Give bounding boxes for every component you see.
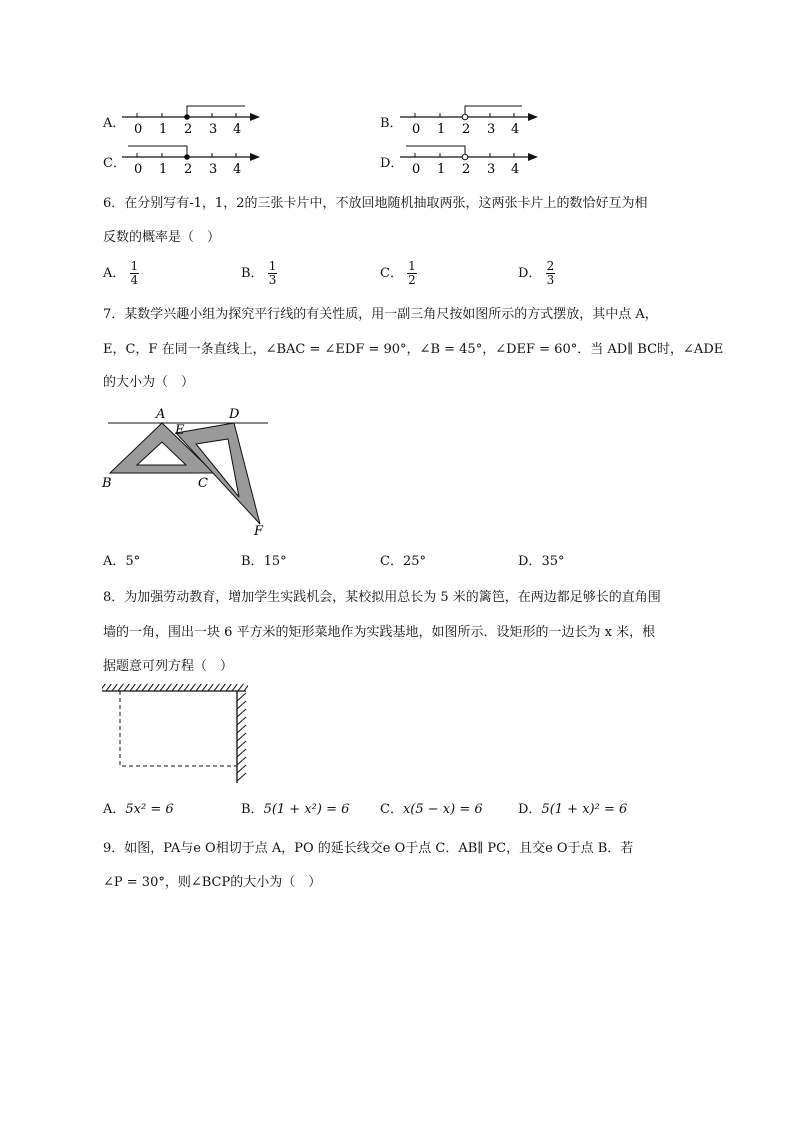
tick-label: 1	[437, 122, 446, 137]
option-label: C．	[380, 266, 403, 281]
q8-stem-line3: 据题意可列方程（ ）	[103, 659, 234, 674]
q8-stem-line2: 墙的一角，围出一块 6 平方米的矩形菜地作为实践基地，如图所示．设矩形的一边长为 x 米，根	[103, 625, 656, 640]
fence-dashed	[120, 691, 237, 766]
q8-stem-line1: 8．为加强劳动教育，增加学生实践机会，某校拟用总长为 5 米的篱笆，在两边都足够长的直角围	[103, 590, 661, 605]
q9-stem-line1: 9．如图，PA与e O相切于点 A，PO 的延长线交e O于点 C．AB∥ PC，且交e O于点 B．若	[103, 841, 634, 856]
q8-option-a: A．5x² = 6	[103, 802, 174, 817]
fraction: $\frac{1}{3}$	[268, 259, 277, 287]
wall-top-hatch	[102, 684, 248, 691]
q5-number-line-a	[122, 100, 262, 140]
q6-option-d	[518, 260, 555, 287]
point-label-b: B	[102, 476, 112, 491]
tick-label: 4	[233, 122, 242, 137]
hollow-point	[462, 114, 468, 120]
tick-label: 0	[412, 162, 421, 177]
point-label-f: F	[254, 524, 264, 538]
q8-option-b: B．5(1 + x²) = 6	[241, 802, 350, 817]
tick-label: 0	[134, 122, 143, 137]
solid-point	[184, 114, 190, 120]
point-label-c: C	[198, 476, 208, 491]
tick-label: 3	[487, 162, 496, 177]
hollow-point	[462, 154, 468, 160]
q7-option-d: D．35°	[518, 554, 565, 569]
tick-label: 0	[134, 162, 143, 177]
q6-option-a	[103, 260, 139, 287]
q5-option-c-label: C．	[103, 156, 126, 171]
q5-option-a-label: A．	[103, 116, 126, 131]
q5-option-d-label: D．	[380, 156, 404, 171]
q7-stem-line1: 7．某数学兴趣小组为探究平行线的有关性质，用一副三角尺按如图所示的方式摆放，其中点 A，	[103, 307, 658, 322]
q6-option-c	[380, 260, 417, 287]
q9-stem-line2: ∠P = 30°，则∠BCP的大小为（ ）	[103, 875, 322, 890]
fraction: $\frac{1}{4}$	[130, 259, 139, 287]
solid-point	[184, 154, 190, 160]
q7-stem-line3: 的大小为（ ）	[103, 375, 195, 390]
q8-option-c: C．x(5 − x) = 6	[380, 802, 483, 817]
tick-label: 1	[437, 162, 446, 177]
q5-number-line-b	[400, 100, 540, 140]
tick-label: 2	[184, 122, 193, 137]
q7-triangle-rulers-figure	[100, 403, 275, 538]
wall-right-hatch	[237, 693, 246, 781]
point-label-e: E	[175, 423, 185, 438]
tick-label: 4	[233, 162, 242, 177]
q6-stem-line1: 6．在分别写有-1，1，2的三张卡片中，不放回地随机抽取两张，这两张卡片上的数恰好互为相	[103, 196, 648, 211]
q5-number-line-d	[400, 140, 540, 180]
q7-option-b: B．15°	[241, 554, 287, 569]
q6-stem-line2: 反数的概率是（ ）	[103, 230, 221, 245]
q6-option-b	[241, 260, 277, 287]
q5-option-b-label: B．	[380, 116, 403, 131]
q5-number-line-c	[122, 140, 262, 180]
q8-option-d: D．5(1 + x)² = 6	[518, 802, 628, 817]
tick-label: 1	[159, 122, 168, 137]
tick-label: 4	[511, 162, 520, 177]
fraction: $\frac{1}{2}$	[408, 259, 416, 287]
option-label: D．	[518, 266, 542, 281]
tick-label: 2	[462, 122, 471, 137]
tick-label: 2	[184, 162, 193, 177]
q8-corner-wall-figure	[100, 683, 255, 788]
tick-label: 1	[159, 162, 168, 177]
option-label: B．	[241, 266, 264, 281]
fraction: $\frac{2}{3}$	[546, 259, 555, 287]
option-label: A．	[103, 266, 126, 281]
tick-label: 0	[412, 122, 421, 137]
point-label-a: A	[156, 407, 166, 422]
tick-label: 4	[511, 122, 520, 137]
q7-option-c: C．25°	[380, 554, 426, 569]
tick-label: 3	[209, 122, 218, 137]
tick-label: 3	[487, 122, 496, 137]
tick-label: 2	[462, 162, 471, 177]
tick-label: 3	[209, 162, 218, 177]
q7-option-a: A．5°	[103, 554, 141, 569]
q7-stem-line2: E，C，F 在同一条直线上，∠BAC = ∠EDF = 90°，∠B = 45°，∠DEF = 60°．当 AD∥ BC时，∠ADE	[103, 342, 724, 357]
point-label-d: D	[229, 407, 240, 422]
